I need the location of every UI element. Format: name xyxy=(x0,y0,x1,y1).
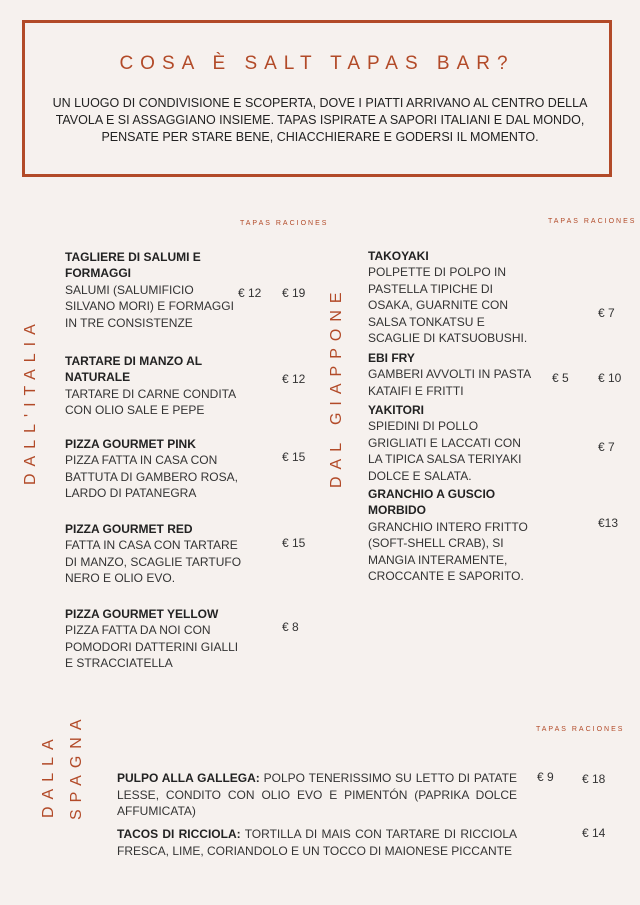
section-label-italia: DALL'ITALIA xyxy=(22,317,39,485)
menu-item xyxy=(117,770,517,820)
menu-item xyxy=(65,436,245,502)
menu-item xyxy=(65,606,245,672)
item-name: GRANCHIO A GUSCIO MORBIDO xyxy=(368,487,496,518)
item-desc: PIZZA FATTA IN CASA CON BATTUTA DI GAMBERO ROSA, LARDO DI PATANEGRA xyxy=(65,453,238,501)
intro-box xyxy=(22,20,612,177)
raciones-price: € 8 xyxy=(282,620,299,634)
italia-column-header: TAPAS RACIONES xyxy=(240,220,329,227)
menu-item xyxy=(65,249,235,331)
menu-item xyxy=(65,521,245,587)
item-name: TARTARE DI MANZO AL NATURALE xyxy=(65,354,202,385)
menu-item xyxy=(65,353,240,419)
tapas-price: € 12 xyxy=(238,286,262,300)
item-desc: GRANCHIO INTERO FRITTO (SOFT-SHELL CRAB), SI MANGIA INTERAMENTE, CROCCANTE E SAPORITO. xyxy=(368,519,528,584)
item-name: PIZZA GOURMET YELLOW xyxy=(65,607,219,621)
menu-item xyxy=(368,350,538,399)
raciones-price: €13 xyxy=(598,516,619,530)
item-name: PIZZA GOURMET PINK xyxy=(65,437,196,451)
menu-item xyxy=(368,402,538,484)
item-desc: POLPO TENERISSIMO SU LETTO DI PATATE LESSE, CONDITO CON OLIO EVO E PIMENTÓN (PAPRIKA DOLCE AFFUMICATA) xyxy=(117,771,517,819)
item-name: TACOS DI RICCIOLA: xyxy=(117,827,241,841)
menu-item xyxy=(368,486,538,584)
raciones-price: € 7 xyxy=(598,440,615,454)
section-label-giappone: DAL GIAPPONE xyxy=(328,285,345,488)
item-desc: TORTILLA DI MAIS CON TARTARE DI RICCIOLA FRESCA, LIME, CORIANDOLO E UN TOCCO DI MAIONESE PICCANTE xyxy=(117,827,517,858)
item-name: TAGLIERE DI SALUMI E FORMAGGI xyxy=(65,250,201,281)
item-desc: FATTA IN CASA CON TARTARE DI MANZO, SCAGLIE TARTUFO NERO E OLIO EVO. xyxy=(65,538,242,586)
raciones-price: € 7 xyxy=(598,306,615,320)
item-desc: GAMBERI AVVOLTI IN PASTA KATAIFI E FRITTI xyxy=(368,367,531,398)
section-label-spagna-2: SPAGNA xyxy=(68,712,85,820)
giappone-column-header: TAPAS RACIONES xyxy=(548,218,637,225)
raciones-price: € 15 xyxy=(282,536,306,550)
raciones-price: € 12 xyxy=(282,372,306,386)
raciones-price: € 10 xyxy=(598,371,622,385)
tapas-price: € 9 xyxy=(537,770,554,784)
item-desc: TARTARE DI CARNE CONDITA CON OLIO SALE E PEPE xyxy=(65,386,236,418)
menu-item xyxy=(117,826,517,859)
intro-title: COSA È SALT TAPAS BAR? xyxy=(119,53,515,74)
menu-item xyxy=(368,248,538,346)
raciones-price: € 18 xyxy=(582,772,606,786)
item-name: EBI FRY xyxy=(368,351,415,365)
item-desc: PIZZA FATTA DA NOI CON POMODORI DATTERINI GIALLI E STRACCIATELLA xyxy=(65,623,239,671)
section-label-spagna-1: DALLA xyxy=(40,732,57,818)
spagna-column-header: TAPAS RACIONES xyxy=(536,726,625,733)
item-desc: POLPETTE DI POLPO IN PASTELLA TIPICHE DI OSAKA, GUARNITE CON SALSA TONKATSU E SCAGLIE DI KATSUOBUSHI. xyxy=(368,265,528,346)
item-name: PULPO ALLA GALLEGA: xyxy=(117,771,260,785)
item-name: PIZZA GOURMET RED xyxy=(65,522,193,536)
raciones-price: € 19 xyxy=(282,286,306,300)
item-desc: SPIEDINI DI POLLO GRIGLIATI E LACCATI CON LA TIPICA SALSA TERIYAKI DOLCE E SALATA. xyxy=(368,419,522,483)
intro-text: UN LUOGO DI CONDIVISIONE E SCOPERTA, DOVE I PIATTI ARRIVANO AL CENTRO DELLA TAVOLA E SI ASSAGGIANO INSIEME. TAPAS ISPIRATE A SAPORI ITALIANI E DAL MONDO, PENSATE PER STARE BENE, CHIACCHIERARE E GODERSI IL MOMENTO. xyxy=(52,96,588,144)
item-name: TAKOYAKI xyxy=(368,249,429,263)
raciones-price: € 14 xyxy=(582,826,606,840)
raciones-price: € 15 xyxy=(282,450,306,464)
tapas-price: € 5 xyxy=(552,371,569,385)
item-name: YAKITORI xyxy=(368,403,425,417)
item-desc: SALUMI (SALUMIFICIO SILVANO MORI) E FORMAGGI IN TRE CONSISTENZE xyxy=(65,282,234,330)
